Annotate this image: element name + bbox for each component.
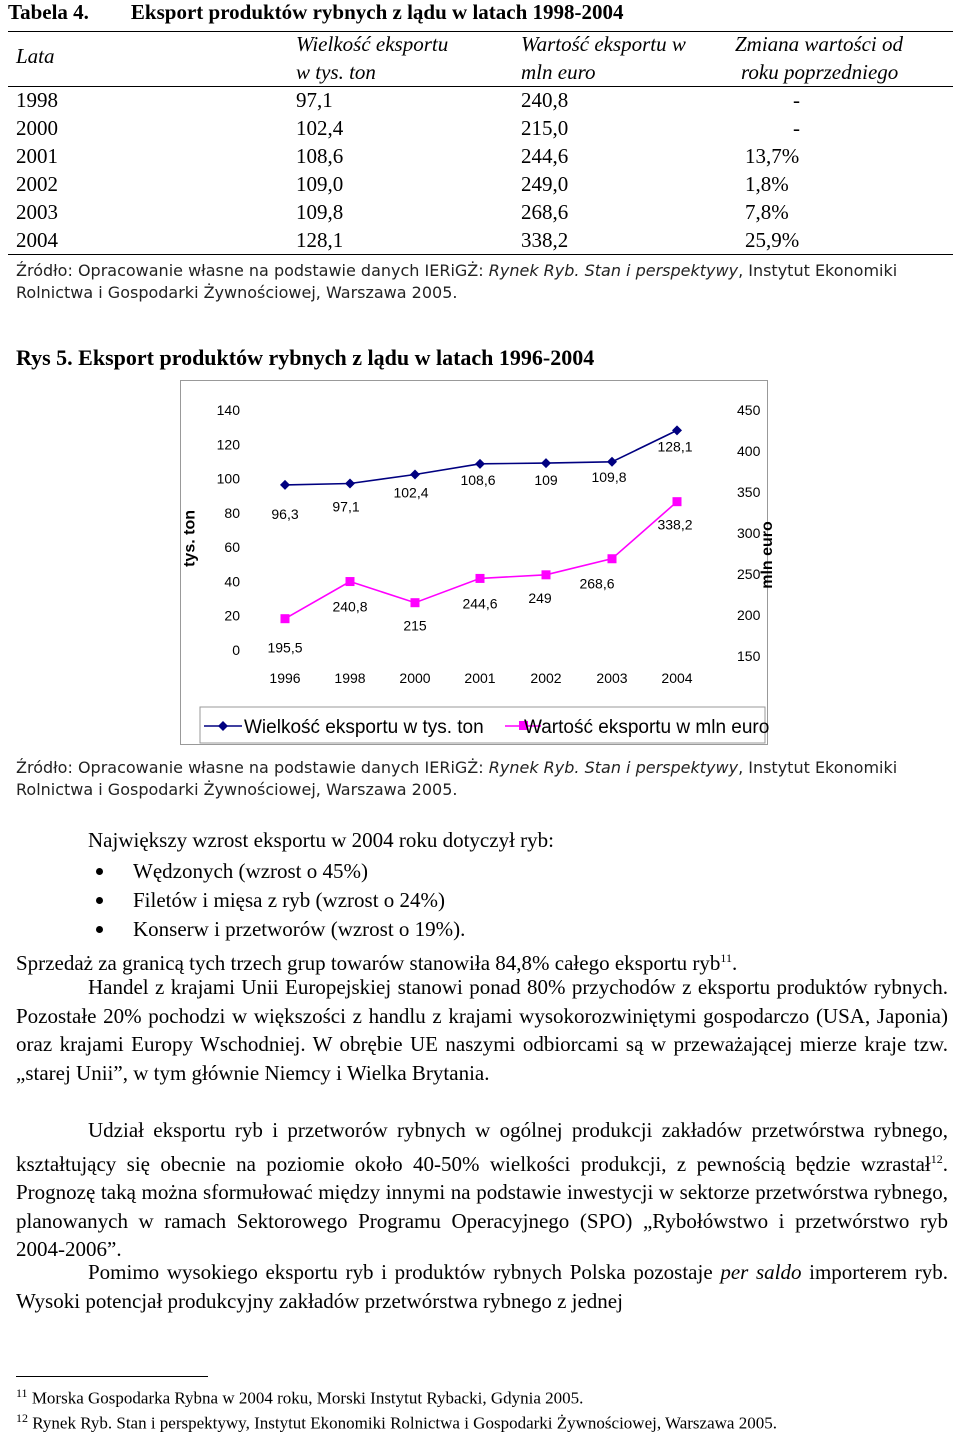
- header-years: Lata: [16, 44, 55, 68]
- value-data-label: 338,2: [657, 516, 693, 533]
- source-prefix: Źródło: Opracowanie własne na podstawie danych IERiGŻ:: [16, 758, 489, 777]
- x-tick-label: 1996: [269, 670, 301, 686]
- header-change-line1: Zmiana wartości od: [735, 32, 904, 56]
- volume-data-label: 109,8: [591, 468, 627, 485]
- y-right-tick-label: 350: [737, 484, 761, 500]
- y-right-tick-label: 400: [737, 443, 761, 459]
- legend-label-value: Wartość eksportu w mln euro: [524, 717, 770, 738]
- processing-text-b: . Prognozę taką można sformułować między innymi na podstawie inwestycji w sektorze przetwórstwa rybnego, planowanych w ramach Sektorowego Programu Operacyjnego (SPO) „Rybołówstwo i przetwórstwo ryb 2004-2006”.: [16, 1151, 948, 1261]
- cell-year: 2000: [16, 116, 58, 140]
- y-left-label: tys. ton: [181, 510, 199, 567]
- figure-source: [16, 757, 951, 801]
- cell-change: -: [793, 88, 800, 112]
- cell-volume: 102,4: [296, 116, 344, 140]
- cell-change: -: [793, 116, 800, 140]
- cell-value: 249,0: [521, 172, 569, 196]
- bullet-item: [133, 886, 445, 914]
- table-label: Tabela 4.: [8, 0, 89, 24]
- y-right-label: mln euro: [759, 521, 776, 589]
- bullet-item: [133, 857, 368, 885]
- cell-year: 1998: [16, 88, 58, 112]
- cell-value: 268,6: [521, 200, 569, 224]
- import-text-b: importerem ryb. Wysoki potencjał produkcyjny zakładów przetwórstwa rybnego z jednej: [16, 1260, 948, 1313]
- value-data-label: 240,8: [332, 598, 368, 615]
- chart-legend: [200, 707, 769, 743]
- cell-year: 2004: [16, 228, 58, 252]
- cell-change: 13,7%: [745, 144, 800, 168]
- footnote-12: [16, 1411, 777, 1434]
- paragraph-trade: Handel z krajami Unii Europejskiej stanowi ponad 80% przychodów z eksportu produktów rybnych. Pozostałe 20% pochodzi w większości z handlu z krajami wysokorozwiniętymi gospodarczo (USA, Japonia) oraz krajami Europy Wschodniej. W obrębie UE naszymi odbiorcami są w przeważającej mierze kraje tzw. „starej Unii”, w tym głównie Niemcy i Wielka Brytania.: [16, 975, 948, 1085]
- footnote-number: 12: [16, 1411, 28, 1425]
- volume-data-label: 97,1: [332, 498, 360, 515]
- chart-area: [181, 381, 768, 745]
- header-value-line1: Wartość eksportu w: [521, 32, 686, 56]
- value-point: [476, 574, 485, 583]
- y-left-tick-label: 140: [216, 402, 240, 418]
- export-chart: [180, 380, 776, 745]
- value-point: [542, 570, 551, 579]
- y-left-tick-label: 0: [232, 642, 240, 658]
- cell-value: 240,8: [521, 88, 569, 112]
- y-right-tick-label: 450: [737, 402, 761, 418]
- share-text: Sprzedaż za granicą tych trzech grup towarów stanowiła 84,8% całego eksportu ryb: [16, 951, 721, 975]
- value-point: [673, 497, 682, 506]
- footnote-text: Morska Gospodarka Rybna w 2004 roku, Morski Instytut Rybacki, Gdynia 2005.: [31, 1388, 584, 1408]
- value-data-label: 215: [403, 617, 427, 634]
- cell-year: 2002: [16, 172, 58, 196]
- bullet-dot: [96, 868, 103, 875]
- value-point: [346, 577, 355, 586]
- cell-change: 1,8%: [745, 172, 789, 196]
- volume-data-label: 102,4: [393, 484, 429, 501]
- cell-value: 244,6: [521, 144, 569, 168]
- y-left-tick-label: 100: [216, 470, 240, 487]
- bullet-text: Wędzonych (wzrost o 45%): [133, 859, 368, 883]
- share-end: .: [731, 951, 738, 975]
- header-volume-line1: Wielkość eksportu: [296, 32, 449, 56]
- y-left-tick-label: 20: [224, 607, 240, 624]
- figure-title: Rys 5. Eksport produktów rybnych z lądu w latach 1996-2004: [16, 345, 595, 370]
- import-text-a: Pomimo wysokiego eksportu ryb i produktów rybnych Polska pozostaje: [88, 1260, 721, 1284]
- bullet-item: [133, 915, 465, 943]
- footnote-separator: [16, 1376, 208, 1377]
- y-left-tick-label: 120: [216, 436, 240, 453]
- cell-volume: 97,1: [296, 88, 333, 112]
- x-tick-label: 2003: [596, 670, 628, 686]
- x-tick-label: 2001: [464, 670, 496, 686]
- value-data-label: 249: [528, 589, 552, 606]
- table-header-rule: [8, 86, 953, 87]
- volume-data-label: 109: [534, 472, 558, 489]
- table-title: [8, 0, 624, 25]
- cell-volume: 108,6: [296, 144, 344, 168]
- processing-text-a: Udział eksportu ryb i przetworów rybnych w ogólnej produkcji zakładów przetwórstwa rybnego, kształtujący się obecnie na poziomie około 40-50% wielkości produkcji, z pewnością będzie wzrastał: [16, 1118, 948, 1176]
- footnote-text: Rynek Ryb. Stan i perspektywy, Instytut Ekonomiki Rolnictwa i Gospodarki Żywnościowej, Warszawa 2005.: [32, 1413, 777, 1433]
- header-change-line2: roku poprzedniego: [741, 60, 899, 84]
- bullet-text: Konserw i przetworów (wzrost o 19%).: [133, 917, 466, 941]
- bullet-dot: [96, 926, 103, 933]
- paragraph-processing: [16, 1116, 948, 1264]
- y-right-tick-label: 250: [737, 566, 761, 582]
- value-data-label: 195,5: [267, 639, 303, 656]
- cell-year: 2003: [16, 200, 58, 224]
- volume-data-label: 128,1: [657, 438, 693, 455]
- source-prefix: Źródło: Opracowanie własne na podstawie danych IERiGŻ:: [16, 261, 489, 280]
- value-data-label: 268,6: [579, 575, 615, 592]
- paragraph-import: [16, 1258, 948, 1315]
- cell-volume: 109,0: [296, 172, 344, 196]
- cell-volume: 128,1: [296, 228, 344, 252]
- bullet-dot: [96, 897, 103, 904]
- bullet-text: Filetów i mięsa z ryb (wzrost o 24%): [133, 888, 446, 912]
- cell-volume: 109,8: [296, 200, 344, 224]
- y-right-tick-label: 300: [737, 525, 761, 541]
- value-point: [608, 554, 617, 563]
- value-point: [281, 614, 290, 623]
- y-left-tick-label: 40: [224, 573, 240, 590]
- y-left-tick-label: 80: [224, 504, 240, 521]
- footnote-ref: 11: [720, 951, 732, 965]
- legend-label-volume: Wielkość eksportu w tys. ton: [244, 717, 484, 738]
- cell-year: 2001: [16, 144, 58, 168]
- source-suffix: , Instytut Ekonomiki Rolnictwa i Gospodarki Żywnościowej, Warszawa 2005.: [16, 758, 898, 799]
- cell-change: 7,8%: [745, 200, 789, 224]
- import-italic: per saldo: [720, 1260, 802, 1284]
- source-publication: Rynek Ryb. Stan i perspektywy: [488, 758, 739, 777]
- paragraph-intro: Największy wzrost eksportu w 2004 roku dotyczył ryb:: [88, 828, 554, 852]
- value-point: [411, 598, 420, 607]
- cell-value: 215,0: [521, 116, 569, 140]
- cell-change: 25,9%: [745, 228, 800, 252]
- header-volume-line2: w tys. ton: [296, 60, 376, 84]
- value-data-label: 244,6: [462, 595, 498, 612]
- footnote-ref: 12: [930, 1151, 943, 1166]
- footnote-11: [16, 1386, 583, 1409]
- source-suffix: , Instytut Ekonomiki Rolnictwa i Gospodarki Żywnościowej, Warszawa 2005.: [16, 261, 898, 302]
- cell-value: 338,2: [521, 228, 569, 252]
- table-source: [16, 260, 951, 304]
- y-right-tick-label: 200: [737, 607, 761, 623]
- volume-data-label: 108,6: [460, 471, 496, 488]
- volume-data-label: 96,3: [271, 505, 299, 522]
- source-publication: Rynek Ryb. Stan i perspektywy: [488, 261, 739, 280]
- x-tick-label: 2002: [530, 670, 562, 686]
- footnote-number: 11: [16, 1386, 28, 1400]
- y-left-tick-label: 60: [224, 539, 240, 556]
- x-tick-label: 1998: [334, 670, 366, 686]
- table-bottom-rule: [8, 254, 953, 255]
- table-title-text: Eksport produktów rybnych z lądu w latach 1998-2004: [130, 0, 624, 24]
- x-tick-label: 2000: [399, 670, 431, 686]
- y-right-tick-label: 150: [737, 648, 761, 664]
- header-value-line2: mln euro: [521, 60, 596, 84]
- x-tick-label: 2004: [661, 670, 693, 686]
